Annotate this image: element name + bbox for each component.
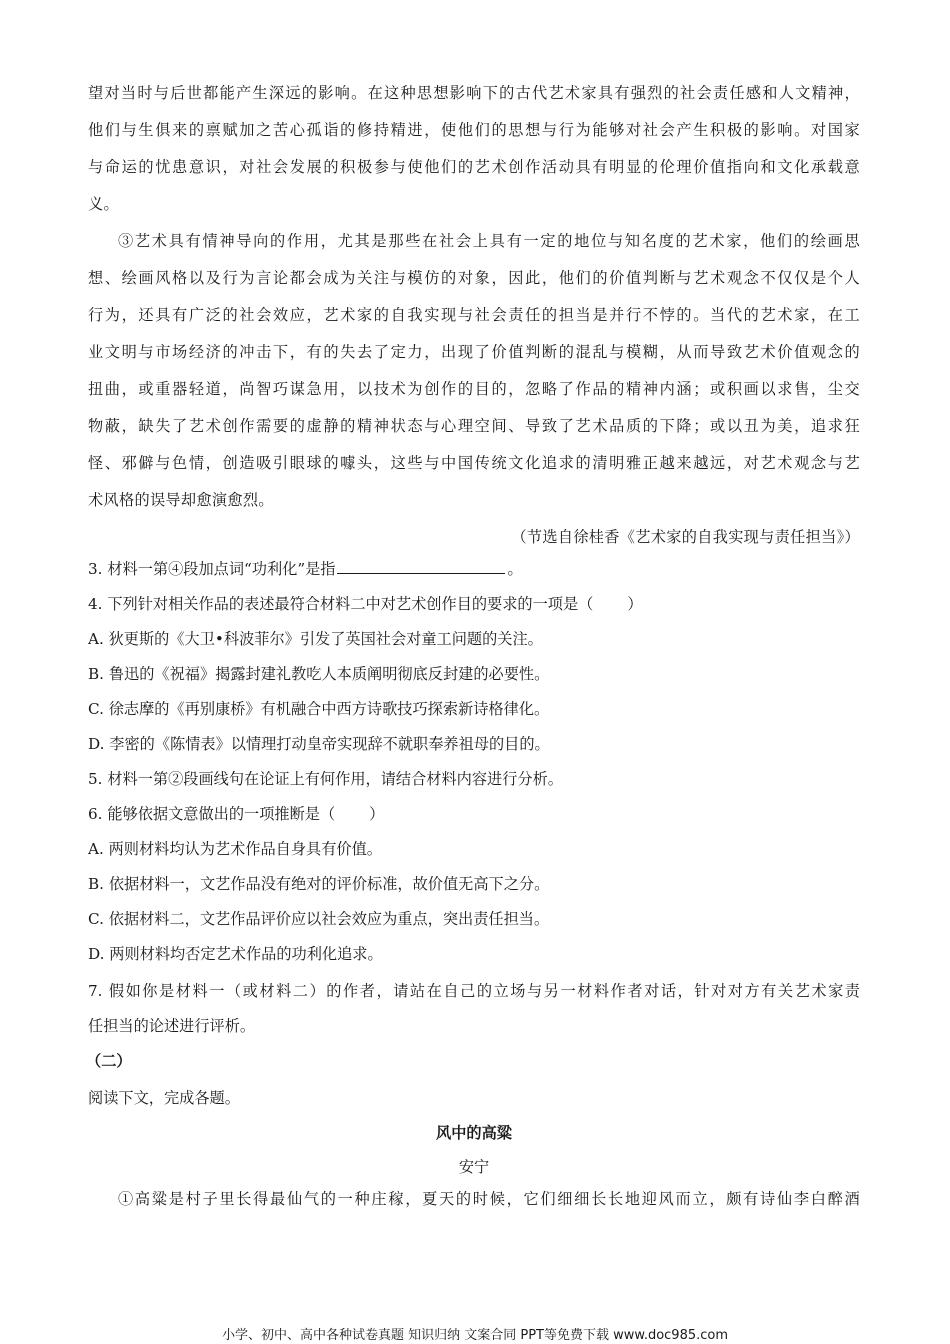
question-6-option-c: C. 依据材料二，文艺作品评价应以社会效应为重点，突出责任担当。 <box>88 910 550 928</box>
story-author: 安宁 <box>458 1158 490 1176</box>
question-4 <box>88 592 860 616</box>
story-title: 风中的高粱 <box>436 1124 512 1142</box>
material2-p2-line-4: 义。 <box>88 195 119 213</box>
material2-p3-line-4: 业文明与市场经济的冲击下，有的失去了定力，出现了价值判断的混乱与模糊，从而导致艺术价值观念的 <box>88 343 860 361</box>
footer-link[interactable]: 小学、初中、高中各种试卷真题 知识归纳 文案合同 PPT等免费下载 www.doc985.com <box>221 1328 729 1343</box>
question-6 <box>88 802 860 826</box>
question-6-option-b: B. 依据材料一，文艺作品没有绝对的评价标准，故价值无高下之分。 <box>88 875 550 893</box>
section-heading: （二） <box>86 1052 132 1070</box>
question-4-stem: 4. 下列针对相关作品的表述最符合材料二中对艺术创作目的要求的一项是（ <box>88 595 594 613</box>
question-7-line-1: 7. 假如你是材料一（或材料二）的作者，请站在自己的立场与另一材料作者对话，针对对方有关艺术家责 <box>88 982 860 1000</box>
story-p1-line-1: ①高粱是村子里长得最仙气的一种庄稼，夏天的时候，它们细细长长地迎风而立，颇有诗仙李白醉酒 <box>118 1190 860 1208</box>
material2-p3-line-2: 想、绘画风格以及行为言论都会成为关注与模仿的对象，因此，他们的价值判断与艺术观念不仅仅是个人 <box>88 269 860 287</box>
material2-p3-line-7: 怪、邪僻与色情，创造吸引眼球的噱头，这些与中国传统文化追求的清明雅正越来越远，对艺术观念与艺 <box>88 454 860 472</box>
material2-p3-line-6: 物蔽，缺失了艺术创作需要的虚静的精神状态与心理空间、导致了艺术品质的下降；或以丑为美，追求狂 <box>88 417 860 435</box>
material2-p3-line-8: 术风格的误导却愈演愈烈。 <box>88 491 274 509</box>
question-4-option-d: D. 李密的《陈情表》以情理打动皇帝实现辞不就职奉养祖母的目的。 <box>88 735 550 753</box>
question-6-option-d: D. 两则材料均否定艺术作品的功利化追求。 <box>88 945 383 963</box>
question-5: 5. 材料一第②段画线句在论证上有何作用，请结合材料内容进行分析。 <box>88 770 563 788</box>
material2-p3-line-3: 行为，还具有广泛的社会效应，艺术家的自我实现与社会责任的担当是并行不悖的。当代的艺术家，在工 <box>88 306 860 324</box>
answer-blank[interactable] <box>337 557 505 574</box>
question-7-line-2: 任担当的论述进行评析。 <box>88 1017 256 1035</box>
question-4-close: ） <box>627 595 643 613</box>
question-6-stem: 6. 能够依据文意做出的一项推断是（ <box>88 805 336 823</box>
question-3 <box>88 557 860 581</box>
question-3-end: 。 <box>507 560 523 578</box>
question-4-option-b: B. 鲁迅的《祝福》揭露封建礼教吃人本质阐明彻底反封建的必要性。 <box>88 665 550 683</box>
material2-p2-line-3: 与命运的忧患意识，对社会发展的积极参与使他们的艺术创作活动具有明显的伦理价值指向和文化承载意 <box>88 158 860 176</box>
question-6-option-a: A. 两则材料均认为艺术作品自身具有价值。 <box>88 840 382 858</box>
question-3-text: 3. 材料一第④段加点词“功利化”是指 <box>88 560 336 578</box>
question-6-close: ） <box>369 805 385 823</box>
material2-source: （节选自徐桂香《艺术家的自我实现与责任担当》） <box>511 528 860 546</box>
material2-p2-line-2: 他们与生俱来的禀赋加之苦心孤诣的修持精进，使他们的思想与行为能够对社会产生积极的影响。对国家 <box>88 121 860 139</box>
section-instruction: 阅读下文，完成各题。 <box>88 1089 240 1107</box>
question-4-option-c: C. 徐志摩的《再别康桥》有机融合中西方诗歌技巧探索新诗格律化。 <box>88 700 550 718</box>
material2-p3-line-1: ③艺术具有情神导向的作用，尤其是那些在社会上具有一定的地位与知名度的艺术家，他们的绘画思 <box>118 232 860 250</box>
question-4-option-a: A. 狄更斯的《大卫•科波菲尔》引发了英国社会对童工问题的关注。 <box>88 630 543 648</box>
material2-p3-line-5: 扭曲，或重器轻道，尚智巧谋急用，以技术为创作的目的，忽略了作品的精神内涵；或积画以求售，尘交 <box>88 380 860 398</box>
material2-p2-line-1: 望对当时与后世都能产生深远的影响。在这种思想影响下的古代艺术家具有强烈的社会责任感和人文精神， <box>88 84 860 102</box>
